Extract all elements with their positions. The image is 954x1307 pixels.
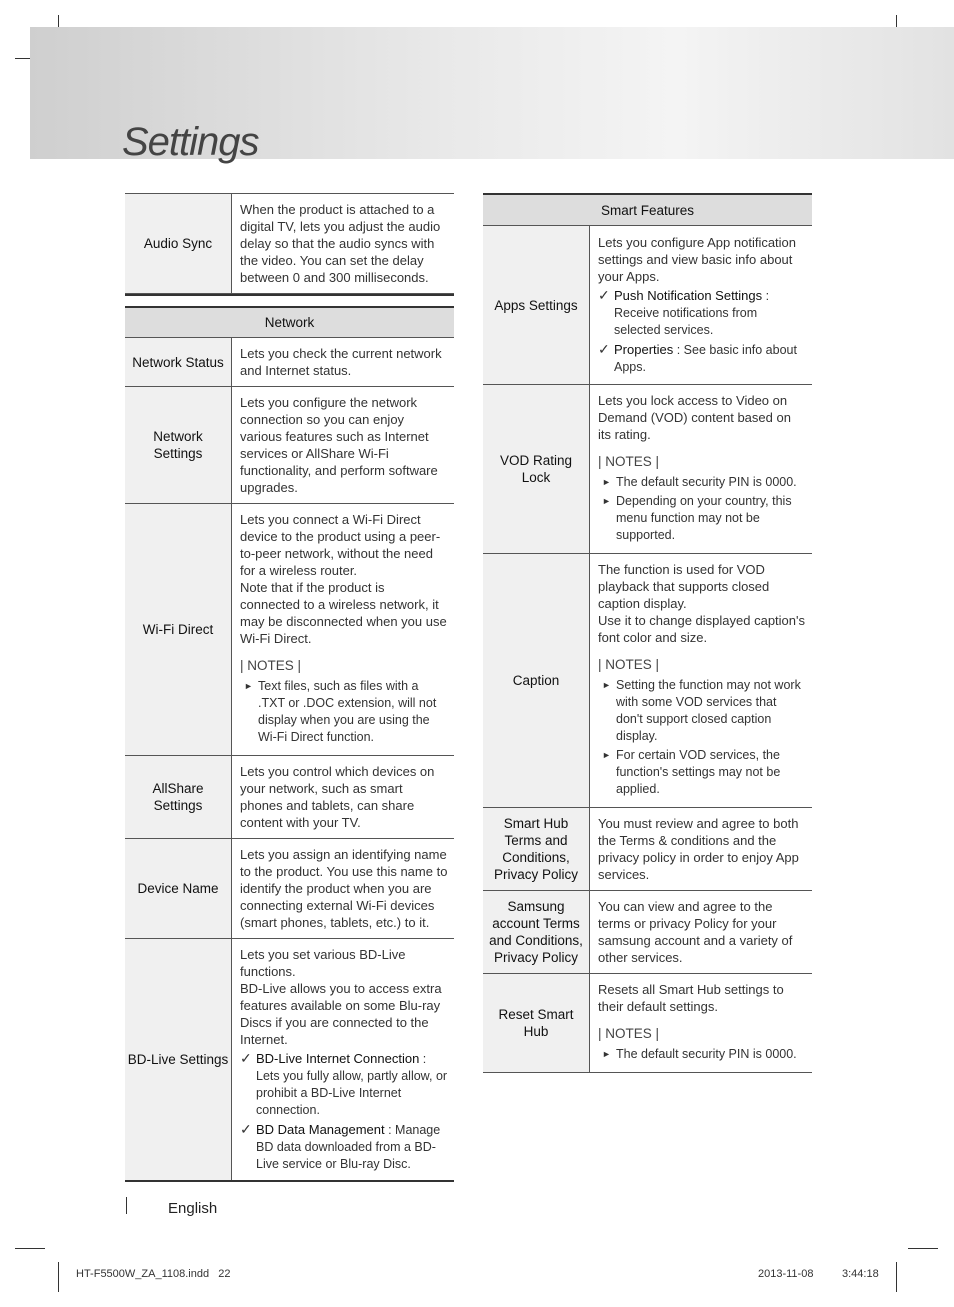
footer-language: English [168,1200,218,1217]
note-item [598,747,806,798]
reset-smart-hub-row [483,974,812,1073]
network-settings-row [125,387,454,504]
check-item [598,287,806,339]
setting-desc [232,939,455,1182]
setting-desc [590,226,813,385]
setting-label: VOD Rating Lock [483,385,590,554]
setting-desc: Lets you check the current network and Internet status. [232,338,455,387]
setting-desc: Lets you configure the network connection so you can enjoy various features such as Internet services or AllShare Wi-Fi functionality, and perform software upgrades. [232,387,455,504]
note-text: Depending on your country, this menu function may not be supported. [616,494,792,542]
note-text: Setting the function may not work with some VOD services that don't support closed caption display. [616,678,801,743]
bullet-triangle-icon: ► [244,681,253,691]
setting-desc: Lets you assign an identifying name to the product. You use this name to identify the product when you are connecting external Wi-Fi devices (smart phones, tablets, etc.) to it. [232,839,455,939]
allshare-row [125,756,454,839]
check-item [240,1121,448,1173]
smart-features-table [483,193,812,1073]
device-name-row [125,839,454,939]
note-item [598,493,806,544]
setting-desc: You must review and agree to both the Terms & conditions and the privacy policy in order to enjoy App services. [590,808,813,891]
setting-label: Wi-Fi Direct [125,504,232,756]
check-title: BD Data Management [256,1122,385,1137]
left-settings-table [125,193,454,1182]
setting-desc [590,974,813,1073]
check-item [598,341,806,376]
crop-mark [58,1262,59,1292]
caption-row [483,554,812,808]
notes-label: | NOTES | [598,1026,660,1041]
note-text: Text files, such as files with a .TXT or .DOC extension, will not display when you are using the Wi-Fi Direct function. [258,679,437,744]
note-text: For certain VOD services, the function's settings may not be applied. [616,748,781,796]
print-slug-date: 2013-11-08 [758,1268,814,1280]
wifi-direct-row [125,504,454,756]
setting-label: Network Settings [125,387,232,504]
setting-desc: When the product is attached to a digital TV, lets you adjust the audio delay so that the audio syncs with the video. You can set the delay between 0 and 300 milliseconds. [232,194,455,294]
desc-text: Lets you configure App notification settings and view basic info about your Apps. [598,235,797,284]
desc-text: Lets you set various BD-Live functions. [240,947,406,979]
samsung-account-terms-row [483,891,812,974]
smart-hub-terms-row [483,808,812,891]
page-title: Settings [122,120,259,164]
check-text: : Lets you fully allow, partly allow, or prohibit a BD-Live Internet connection. [256,1052,448,1117]
vod-rating-row [483,385,812,554]
check-text: : Manage BD data downloaded from a BD-Live service or Blu-ray Disc. [256,1123,441,1171]
desc-text: The function is used for VOD playback that supports closed caption display. [598,562,770,611]
note-text: The default security PIN is 0000. [616,1047,797,1061]
network-status-row [125,338,454,387]
bullet-triangle-icon: ► [602,1049,611,1059]
setting-label: Network Status [125,338,232,387]
setting-desc [232,504,455,756]
setting-label: Caption [483,554,590,808]
setting-desc [590,385,813,554]
setting-label: BD-Live Settings [125,939,232,1182]
setting-label: AllShare Settings [125,756,232,839]
desc-text: Use it to change displayed caption's font color and size. [598,613,805,645]
note-item [598,474,806,491]
bullet-triangle-icon: ► [602,750,611,760]
print-slug-file: HT-F5500W_ZA_1108.indd 22 [76,1268,231,1280]
notes-label: | NOTES | [598,657,660,672]
print-slug-time: 3:44:18 [842,1268,879,1280]
note-item [598,1046,806,1063]
check-title: BD-Live Internet Connection [256,1051,420,1066]
setting-desc [590,554,813,808]
checkmark-icon: ✓ [598,287,610,303]
setting-desc: Lets you control which devices on your network, such as smart phones and tablets, can share content with your TV. [232,756,455,839]
check-item [240,1050,448,1119]
desc-text: Lets you connect a Wi-Fi Direct device to the product using a peer-to-peer network, without the need for a wireless router. [240,512,441,578]
notes-label: | NOTES | [240,658,302,673]
setting-desc: You can view and agree to the terms or privacy Policy for your samsung account and a variety of other services. [590,891,813,974]
setting-label: Reset Smart Hub [483,974,590,1073]
check-text: : Receive notifications from selected services. [614,289,770,337]
bullet-triangle-icon: ► [602,496,611,506]
section-header-network: Network [125,307,454,338]
check-text: : See basic info about Apps. [614,343,797,374]
check-title: Properties [614,342,674,357]
setting-label: Audio Sync [125,194,232,294]
note-item [240,678,448,746]
footer-divider [126,1197,127,1214]
apps-settings-row [483,226,812,385]
desc-text: Note that if the product is connected to a wireless network, it may be disconnected when you use Wi-Fi Direct. [240,580,447,646]
section-header-smart-features: Smart Features [483,194,812,226]
desc-text: Resets all Smart Hub settings to their default settings. [598,982,784,1014]
checkmark-icon: ✓ [598,341,610,357]
bullet-triangle-icon: ► [602,477,611,487]
setting-label: Smart Hub Terms and Conditions, Privacy Policy [483,808,590,891]
setting-label: Samsung account Terms and Conditions, Privacy Policy [483,891,590,974]
bd-live-row [125,939,454,1182]
crop-mark [896,1262,897,1292]
desc-text: Lets you lock access to Video on Demand (VOD) content based on its rating. [598,393,791,442]
crop-mark [15,1248,45,1249]
checkmark-icon: ✓ [240,1050,252,1066]
check-title: Push Notification Settings [614,288,763,303]
crop-mark [908,1248,938,1249]
note-item [598,677,806,745]
audio-sync-row [125,194,454,294]
setting-label: Apps Settings [483,226,590,385]
setting-label: Device Name [125,839,232,939]
checkmark-icon: ✓ [240,1121,252,1137]
notes-label: | NOTES | [598,454,660,469]
note-text: The default security PIN is 0000. [616,475,797,489]
bullet-triangle-icon: ► [602,680,611,690]
desc-text: BD-Live allows you to access extra features available on some Blu-ray Discs if you are connected to the Internet. [240,981,442,1047]
